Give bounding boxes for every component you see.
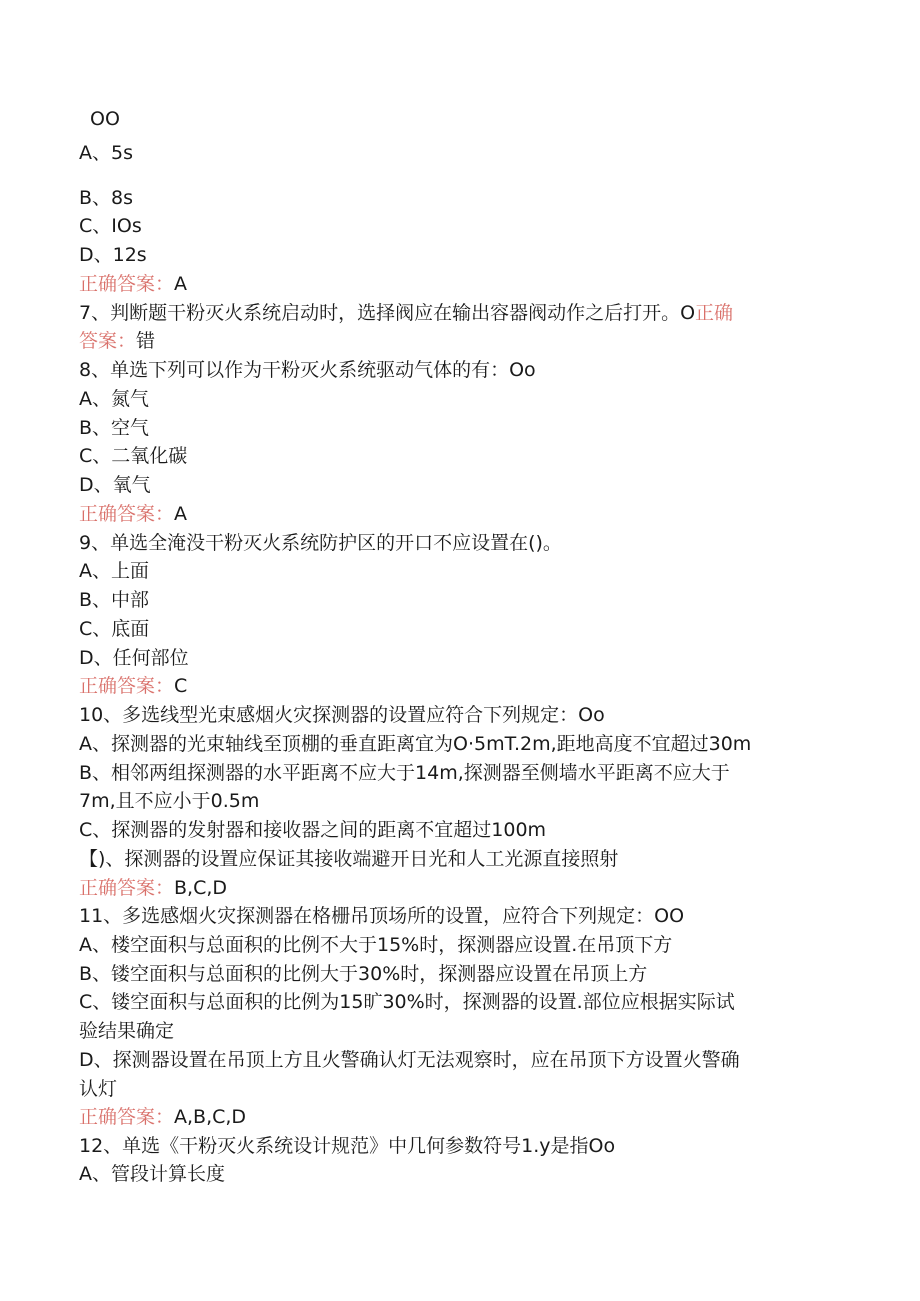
question-6-option-a: A、5s — [79, 142, 133, 164]
question-11-answer — [79, 1105, 246, 1129]
question-9-option-b: B、中部 — [79, 589, 150, 611]
answer-label: 正确答案： — [79, 503, 175, 525]
answer-value: 错 — [136, 330, 156, 352]
question-11-option-a: A、楼空面积与总面积的比例不大于15%时，探测器应设置.在吊顶下方 — [79, 934, 673, 956]
question-10-option-c: C、探测器的发射器和接收器之间的距离不宜超过100m — [79, 819, 547, 841]
answer-value: B,C,D — [174, 877, 228, 899]
question-10-option-a: A、探测器的光束轴线至顶棚的垂直距离宜为O·5mT.2m,距地高度不宜超过30m — [79, 733, 752, 755]
answer-label: 正确答案： — [79, 273, 175, 295]
question-8-option-a: A、氮气 — [79, 388, 149, 410]
question-8-option-b: B、空气 — [79, 417, 150, 439]
question-11-option-d: D、探测器设置在吊顶上方且火警确认灯无法观察时，应在吊顶下方设置火警确 — [79, 1049, 740, 1071]
question-7-stem: 7、判断题干粉灭火系统启动时，选择阀应在输出容器阀动作之后打开。O — [79, 302, 696, 324]
question-9-option-a: A、上面 — [79, 560, 149, 582]
question-8-answer — [79, 502, 187, 526]
question-11-option-c-cont: 验结果确定 — [79, 1020, 175, 1042]
answer-value: A — [174, 503, 188, 525]
answer-label-part2: 答案： — [79, 330, 137, 352]
answer-label: 正确答案： — [79, 1106, 175, 1128]
question-10-text: 10、多选线型光束感烟火灾探测器的设置应符合下列规定：Oo — [79, 704, 605, 726]
question-9-option-c: C、底面 — [79, 618, 150, 640]
question-9-option-d: D、任何部位 — [79, 647, 189, 669]
question-6-answer — [79, 272, 187, 296]
question-6-option-c: C、IOs — [79, 215, 142, 237]
answer-value: A — [174, 273, 188, 295]
question-6-option-d: D、12s — [79, 244, 147, 266]
question-11-option-d-cont: 认灯 — [79, 1078, 118, 1100]
answer-value: C — [174, 675, 188, 697]
question-10-option-d: 【)、探测器的设置应保证其接收端避开日光和人工光源直接照射 — [79, 848, 619, 870]
question-8-option-c: C、二氧化碳 — [79, 445, 188, 467]
question-8-option-d: D、氧气 — [79, 474, 151, 496]
question-11-option-b: B、镂空面积与总面积的比例大于30%时，探测器应设置在吊顶上方 — [79, 963, 648, 985]
question-12-option-a: A、管段计算长度 — [79, 1163, 225, 1185]
question-11-text: 11、多选感烟火灾探测器在格栅吊顶场所的设置，应符合下列规定：OO — [79, 905, 685, 927]
question-7-text — [79, 301, 733, 325]
question-11-option-c: C、镂空面积与总面积的比例为15旷30%时，探测器的设置.部位应根据实际试 — [79, 991, 735, 1013]
question-6-option-b: B、8s — [79, 187, 134, 209]
question-8-text: 8、单选下列可以作为干粉灭火系统驱动气体的有：Oo — [79, 359, 536, 381]
question-10-option-b: B、相邻两组探测器的水平距离不应大于14m,探测器至侧墙水平距离不应大于 — [79, 762, 730, 784]
question-7-answer — [79, 329, 155, 353]
answer-label: 正确答案： — [79, 675, 175, 697]
question-12-text: 12、单选《干粉灭火系统设计规范》中几何参数符号1.y是指Oo — [79, 1135, 616, 1157]
question-6-blank-marker: OO — [90, 108, 120, 130]
answer-label: 正确答案： — [79, 877, 175, 899]
answer-value: A,B,C,D — [174, 1106, 247, 1128]
answer-label-part1: 正确 — [695, 302, 734, 324]
question-10-answer — [79, 876, 227, 900]
question-9-answer — [79, 674, 187, 698]
question-9-text: 9、单选全淹没干粉灭火系统防护区的开口不应设置在()。 — [79, 532, 562, 554]
question-10-option-b-cont: 7m,且不应小于0.5m — [79, 790, 260, 812]
